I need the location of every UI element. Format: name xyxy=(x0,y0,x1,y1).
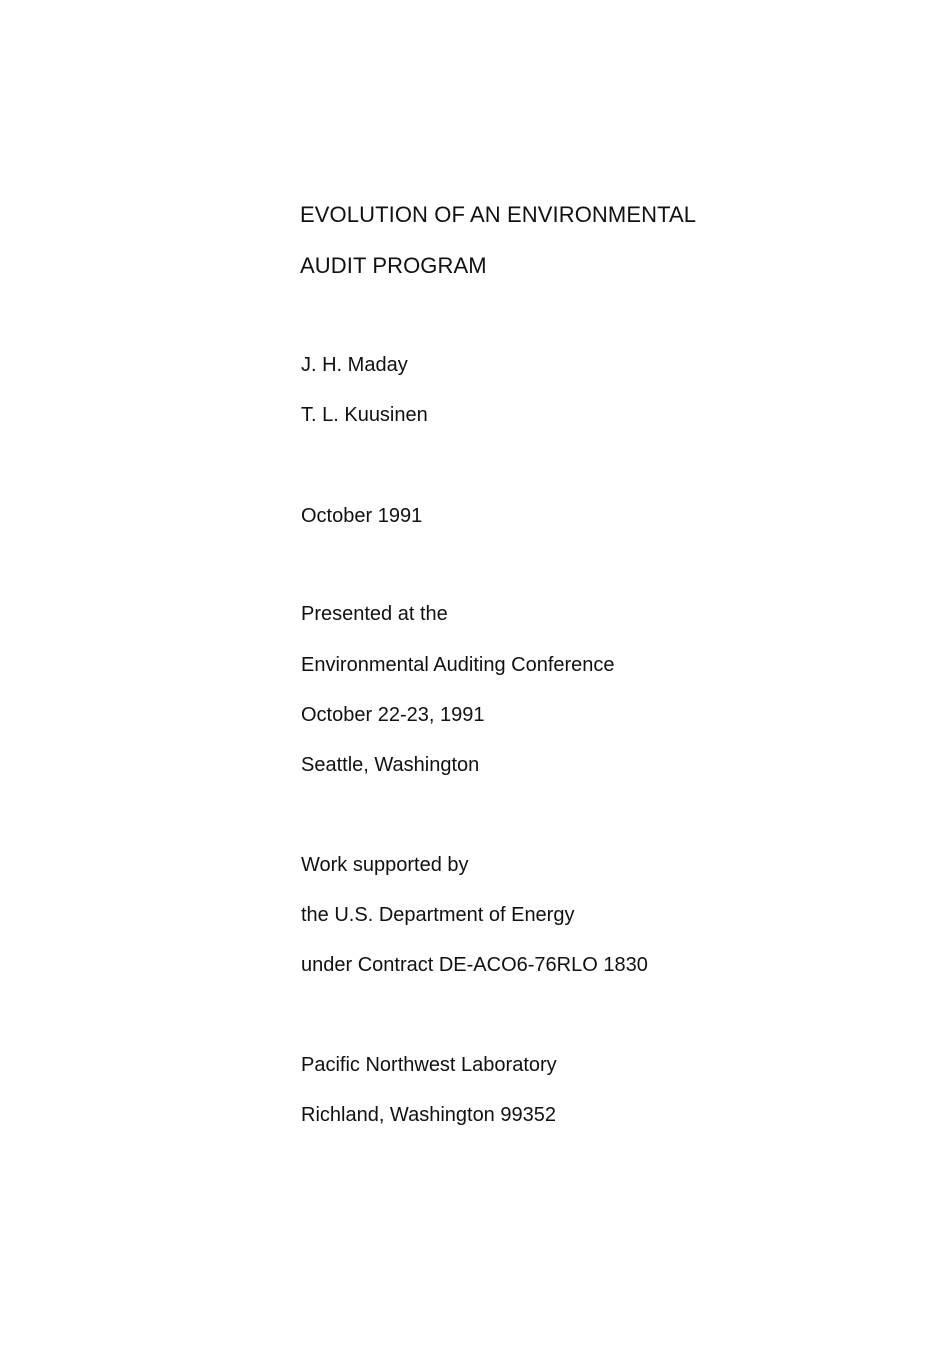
document-title-line-2: AUDIT PROGRAM xyxy=(300,253,487,278)
presented-at-label: Presented at the xyxy=(301,603,448,625)
conference-dates: October 22-23, 1991 xyxy=(301,704,485,726)
support-line-1: Work supported by xyxy=(301,854,469,876)
conference-location: Seattle, Washington xyxy=(301,754,480,776)
publication-date: October 1991 xyxy=(301,505,423,527)
contract-number: under Contract DE-ACO6-76RLO 1830 xyxy=(301,954,648,976)
organization-name: Pacific Northwest Laboratory xyxy=(301,1054,557,1076)
support-line-2: the U.S. Department of Energy xyxy=(301,904,575,926)
organization-address: Richland, Washington 99352 xyxy=(301,1104,556,1126)
conference-name: Environmental Auditing Conference xyxy=(301,654,615,676)
author-1: J. H. Maday xyxy=(301,354,408,376)
author-2: T. L. Kuusinen xyxy=(301,404,428,426)
document-title-line-1: EVOLUTION OF AN ENVIRONMENTAL xyxy=(300,202,697,227)
